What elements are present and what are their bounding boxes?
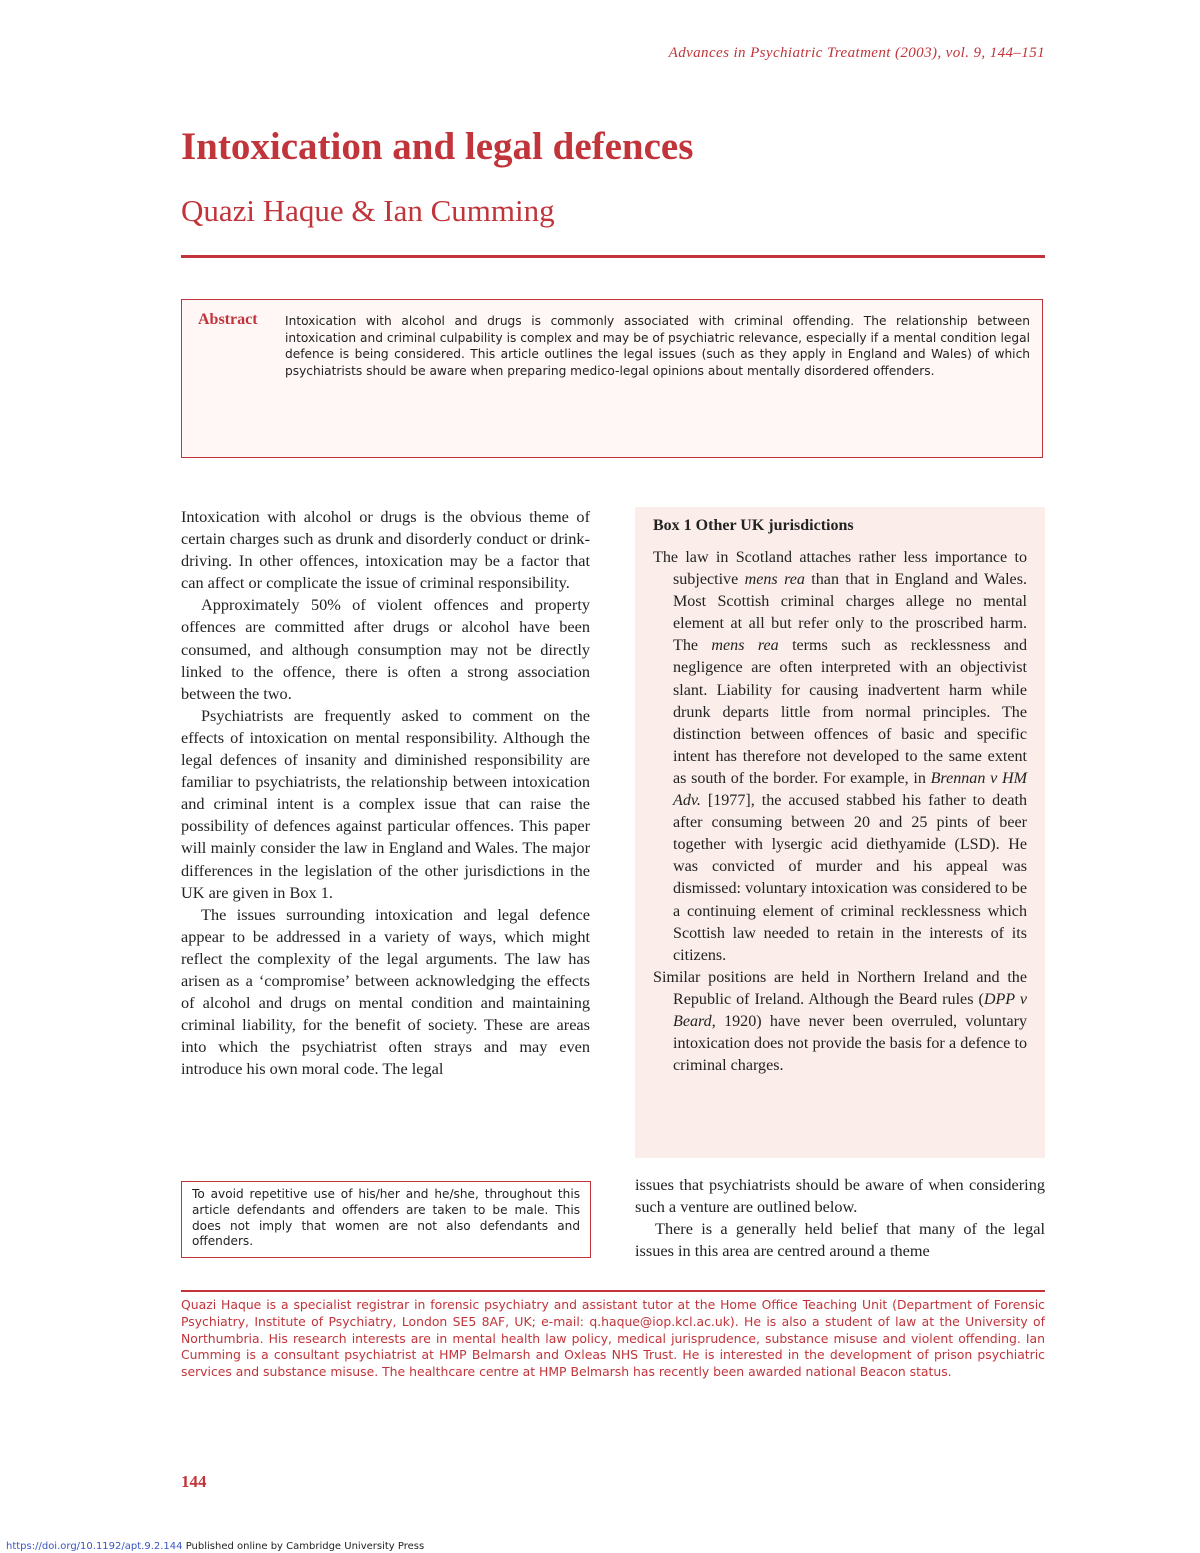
body-paragraph: Approximately 50% of violent offences and property offences are committed after drugs or alcohol have been consumed, and although consumption may not be directly linked to the offence, there is often a strong association between the two. bbox=[181, 595, 590, 703]
body-left-column bbox=[181, 506, 590, 1080]
author-affiliation: Quazi Haque is a specialist registrar in forensic psychiatry and assistant tutor at the Home Office Teaching Unit (Department of Forensic Psychiatry, Institute of Psychiatry, London SE5 8AF, UK; e-mail: q.haque@iop.kcl.ac.uk). He is also a student of law at the University of Northumbria. His research interests are in mental health law policy, medical jurisprudence, substance misuse and violent offending. Ian Cumming is a consultant psychiatrist at HMP Belmarsh and Oxleas NHS Trust. He is interested in the development of prison psychiatric services and substance misuse. The healthcare centre at HMP Belmarsh has recently been awarded national Beacon status. bbox=[181, 1297, 1045, 1380]
abstract-label: Abstract bbox=[198, 311, 258, 328]
body-paragraph: Intoxication with alcohol or drugs is the obvious theme of certain charges such as drunk and disorderly conduct or drink-driving. In other offences, intoxication may be a factor that can affect or complicate the issue of criminal responsibility. bbox=[181, 507, 590, 593]
page-number: 144 bbox=[181, 1472, 207, 1491]
footer-divider bbox=[181, 1290, 1045, 1292]
box1-other-uk-jurisdictions bbox=[635, 507, 1045, 1158]
body-paragraph: issues that psychiatrists should be aware of when considering such a venture are outlined below. bbox=[635, 1175, 1045, 1217]
body-paragraph: There is a generally held belief that many of the legal issues in this area are centred around a theme bbox=[635, 1219, 1045, 1261]
abstract-text: Intoxication with alcohol and drugs is commonly associated with criminal offending. The relationship between intoxication and criminal culpability is complex and may be of psychiatric relevance, especially if a mental condition legal defence is being considered. This article outlines the legal issues (such as they apply in England and Wales) of which psychiatrists should be aware when preparing medico-legal opinions about mentally disordered offenders. bbox=[285, 314, 1030, 378]
box1-title: Box 1 Other UK jurisdictions bbox=[653, 517, 854, 534]
body-paragraph: The issues surrounding intoxication and legal defence appear to be addressed in a variety of ways, which might reflect the complexity of the legal arguments. The law has arisen as a ‘compromise’ between acknowledging the effects of alcohol and drugs on mental condition and maintaining criminal liability, for the benefit of society. These are areas into which the psychiatrist often strays and may even introduce his own moral code. The legal bbox=[181, 904, 590, 1079]
body-right-column bbox=[635, 1174, 1045, 1262]
box1-paragraph-scotland: The law in Scotland attaches rather less importance to subjective mens rea than that in England and Wales. Most Scottish criminal charges allege no mental element at all but refer only to the proscribed harm. The mens rea terms such as recklessness and negligence are often interpreted with an objectivist slant. Liability for causing inadvertent harm while drunk departs little from normal principles. The distinction between offences of basic and specific intent has therefore not developed to the same extent as south of the border. For example, in Brennan v HM Adv. [1977], the accused stabbed his father to death after consuming between 20 and 25 pints of beer together with lysergic acid diethyamide (LSD). He was convicted of murder and his appeal was dismissed: voluntary intoxication was considered to be a continuing element of criminal recklessness which Scottish law needed to retain in the interests of its citizens. bbox=[653, 549, 1027, 964]
gender-note-box bbox=[181, 1181, 591, 1258]
body-paragraph: Psychiatrists are frequently asked to comment on the effects of intoxication on mental responsibility. Although the legal defences of insanity and diminished responsibility are familiar to psychiatrists, the relationship between intoxication and criminal intent is a complex issue that can raise the possibility of defences against particular offences. This paper will mainly consider the law in England and Wales. The major differences in the legislation of the other jurisdictions in the UK are given in Box 1. bbox=[181, 705, 590, 902]
doi-link[interactable]: https://doi.org/10.1192/apt.9.2.144 bbox=[6, 1541, 183, 1552]
running-head: Advances in Psychiatric Treatment (2003), vol. 9, 144–151 bbox=[668, 45, 1045, 61]
doi-line bbox=[6, 1541, 424, 1552]
abstract-box bbox=[181, 299, 1043, 458]
gender-note-text: To avoid repetitive use of his/her and he/she, throughout this article defendants and offenders are taken to be male. This does not imply that women are not also defendants and offenders. bbox=[192, 1187, 580, 1249]
box1-paragraph-ireland: Similar positions are held in Northern Ireland and the Republic of Ireland. Although the Beard rules (DPP v Beard, 1920) have never been overruled, voluntary intoxication does not provide the basis for a defence to criminal charges. bbox=[653, 968, 1027, 1075]
title-divider bbox=[181, 255, 1045, 258]
published-note: Published online by Cambridge University Press bbox=[182, 1541, 425, 1552]
article-authors: Quazi Haque & Ian Cumming bbox=[181, 193, 555, 228]
article-title: Intoxication and legal defences bbox=[181, 125, 694, 168]
